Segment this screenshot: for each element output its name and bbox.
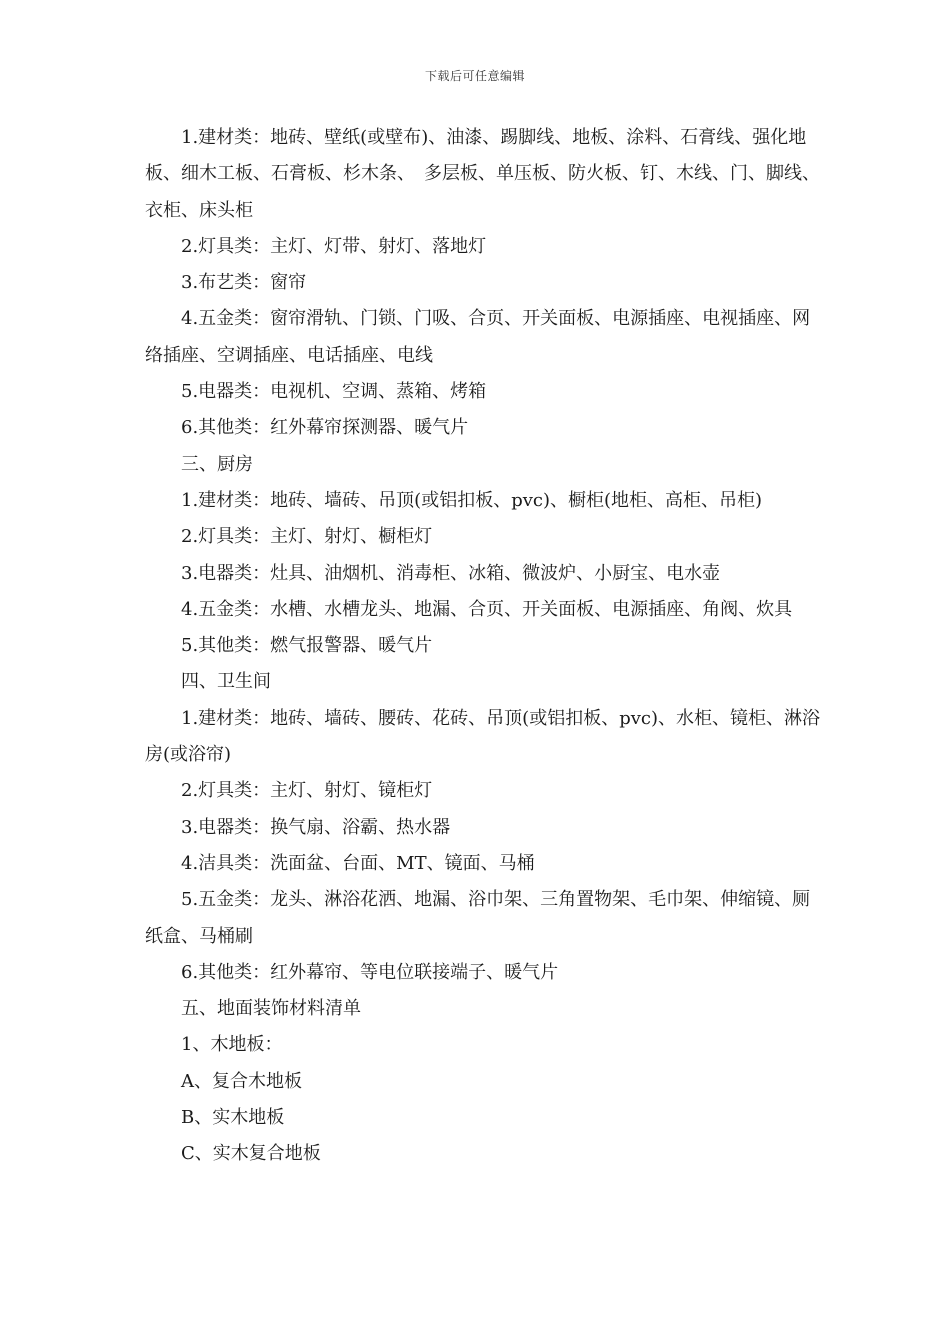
list-item-composite-floor: A、复合木地板 — [181, 1070, 302, 1092]
paragraph-living-appliances: 5.电器类：电视机、空调、蒸箱、烤箱 — [181, 381, 487, 403]
section-heading-floor-materials: 五、地面装饰材料清单 — [181, 998, 361, 1020]
paragraph-living-other: 6.其他类：红外幕帘探测器、暖气片 — [181, 417, 469, 439]
paragraph-wood-floor: 1、木地板： — [181, 1034, 283, 1056]
paragraph-bathroom-other: 6.其他类：红外幕帘、等电位联接端子、暖气片 — [181, 961, 559, 983]
paragraph-kitchen-other: 5.其他类：燃气报警器、暖气片 — [181, 635, 433, 657]
list-item-engineered-floor: C、实木复合地板 — [181, 1143, 321, 1165]
paragraph-bathroom-lighting: 2.灯具类：主灯、射灯、镜柜灯 — [181, 780, 433, 802]
page-header: 下载后可任意编辑 — [424, 69, 525, 83]
paragraph-kitchen-lighting: 2.灯具类：主灯、射灯、橱柜灯 — [181, 526, 433, 548]
section-heading-bathroom: 四、卫生间 — [181, 671, 271, 693]
section-heading-kitchen: 三、厨房 — [181, 453, 253, 475]
paragraph-bathroom-appliances: 3.电器类：换气扇、浴霸、热水器 — [181, 816, 451, 838]
paragraph-living-hardware: 4.五金类：窗帘滑轨、门锁、门吸、合页、开关面板、电源插座、电视插座、网络插座、空调插座、电话插座、电线 — [145, 308, 811, 366]
paragraph-living-lighting: 2.灯具类：主灯、灯带、射灯、落地灯 — [181, 235, 487, 257]
paragraph-bathroom-building-materials: 1.建材类：地砖、墙砖、腰砖、花砖、吊顶(或铝扣板、pvc)、水柜、镜柜、淋浴房(或浴帘) — [145, 707, 820, 766]
list-item-solid-wood-floor: B、实木地板 — [181, 1107, 285, 1129]
paragraph-bathroom-sanitary: 4.洁具类：洗面盆、台面、MT、镜面、马桶 — [181, 852, 535, 874]
paragraph-kitchen-building-materials: 1.建材类：地砖、墙砖、吊顶(或铝扣板、pvc)、橱柜(地柜、高柜、吊柜) — [181, 489, 763, 511]
paragraph-living-fabric: 3.布艺类：窗帘 — [181, 272, 307, 294]
paragraph-bathroom-hardware: 5.五金类：龙头、淋浴花洒、地漏、浴巾架、三角置物架、毛巾架、伸缩镜、厕纸盒、马桶刷 — [145, 889, 811, 947]
paragraph-living-building-materials: 1.建材类：地砖、壁纸(或壁布)、油漆、踢脚线、地板、涂料、石膏线、强化地板、细木工板、石膏板、杉木条、 多层板、单压板、防火板、钉、木线、门、脚线、衣柜、床头柜 — [145, 127, 820, 221]
paragraph-kitchen-appliances: 3.电器类：灶具、油烟机、消毒柜、冰箱、微波炉、小厨宝、电水壶 — [181, 562, 721, 584]
paragraph-kitchen-hardware: 4.五金类：水槽、水槽龙头、地漏、合页、开关面板、电源插座、角阀、炊具 — [181, 598, 793, 620]
document-body — [145, 120, 825, 1173]
